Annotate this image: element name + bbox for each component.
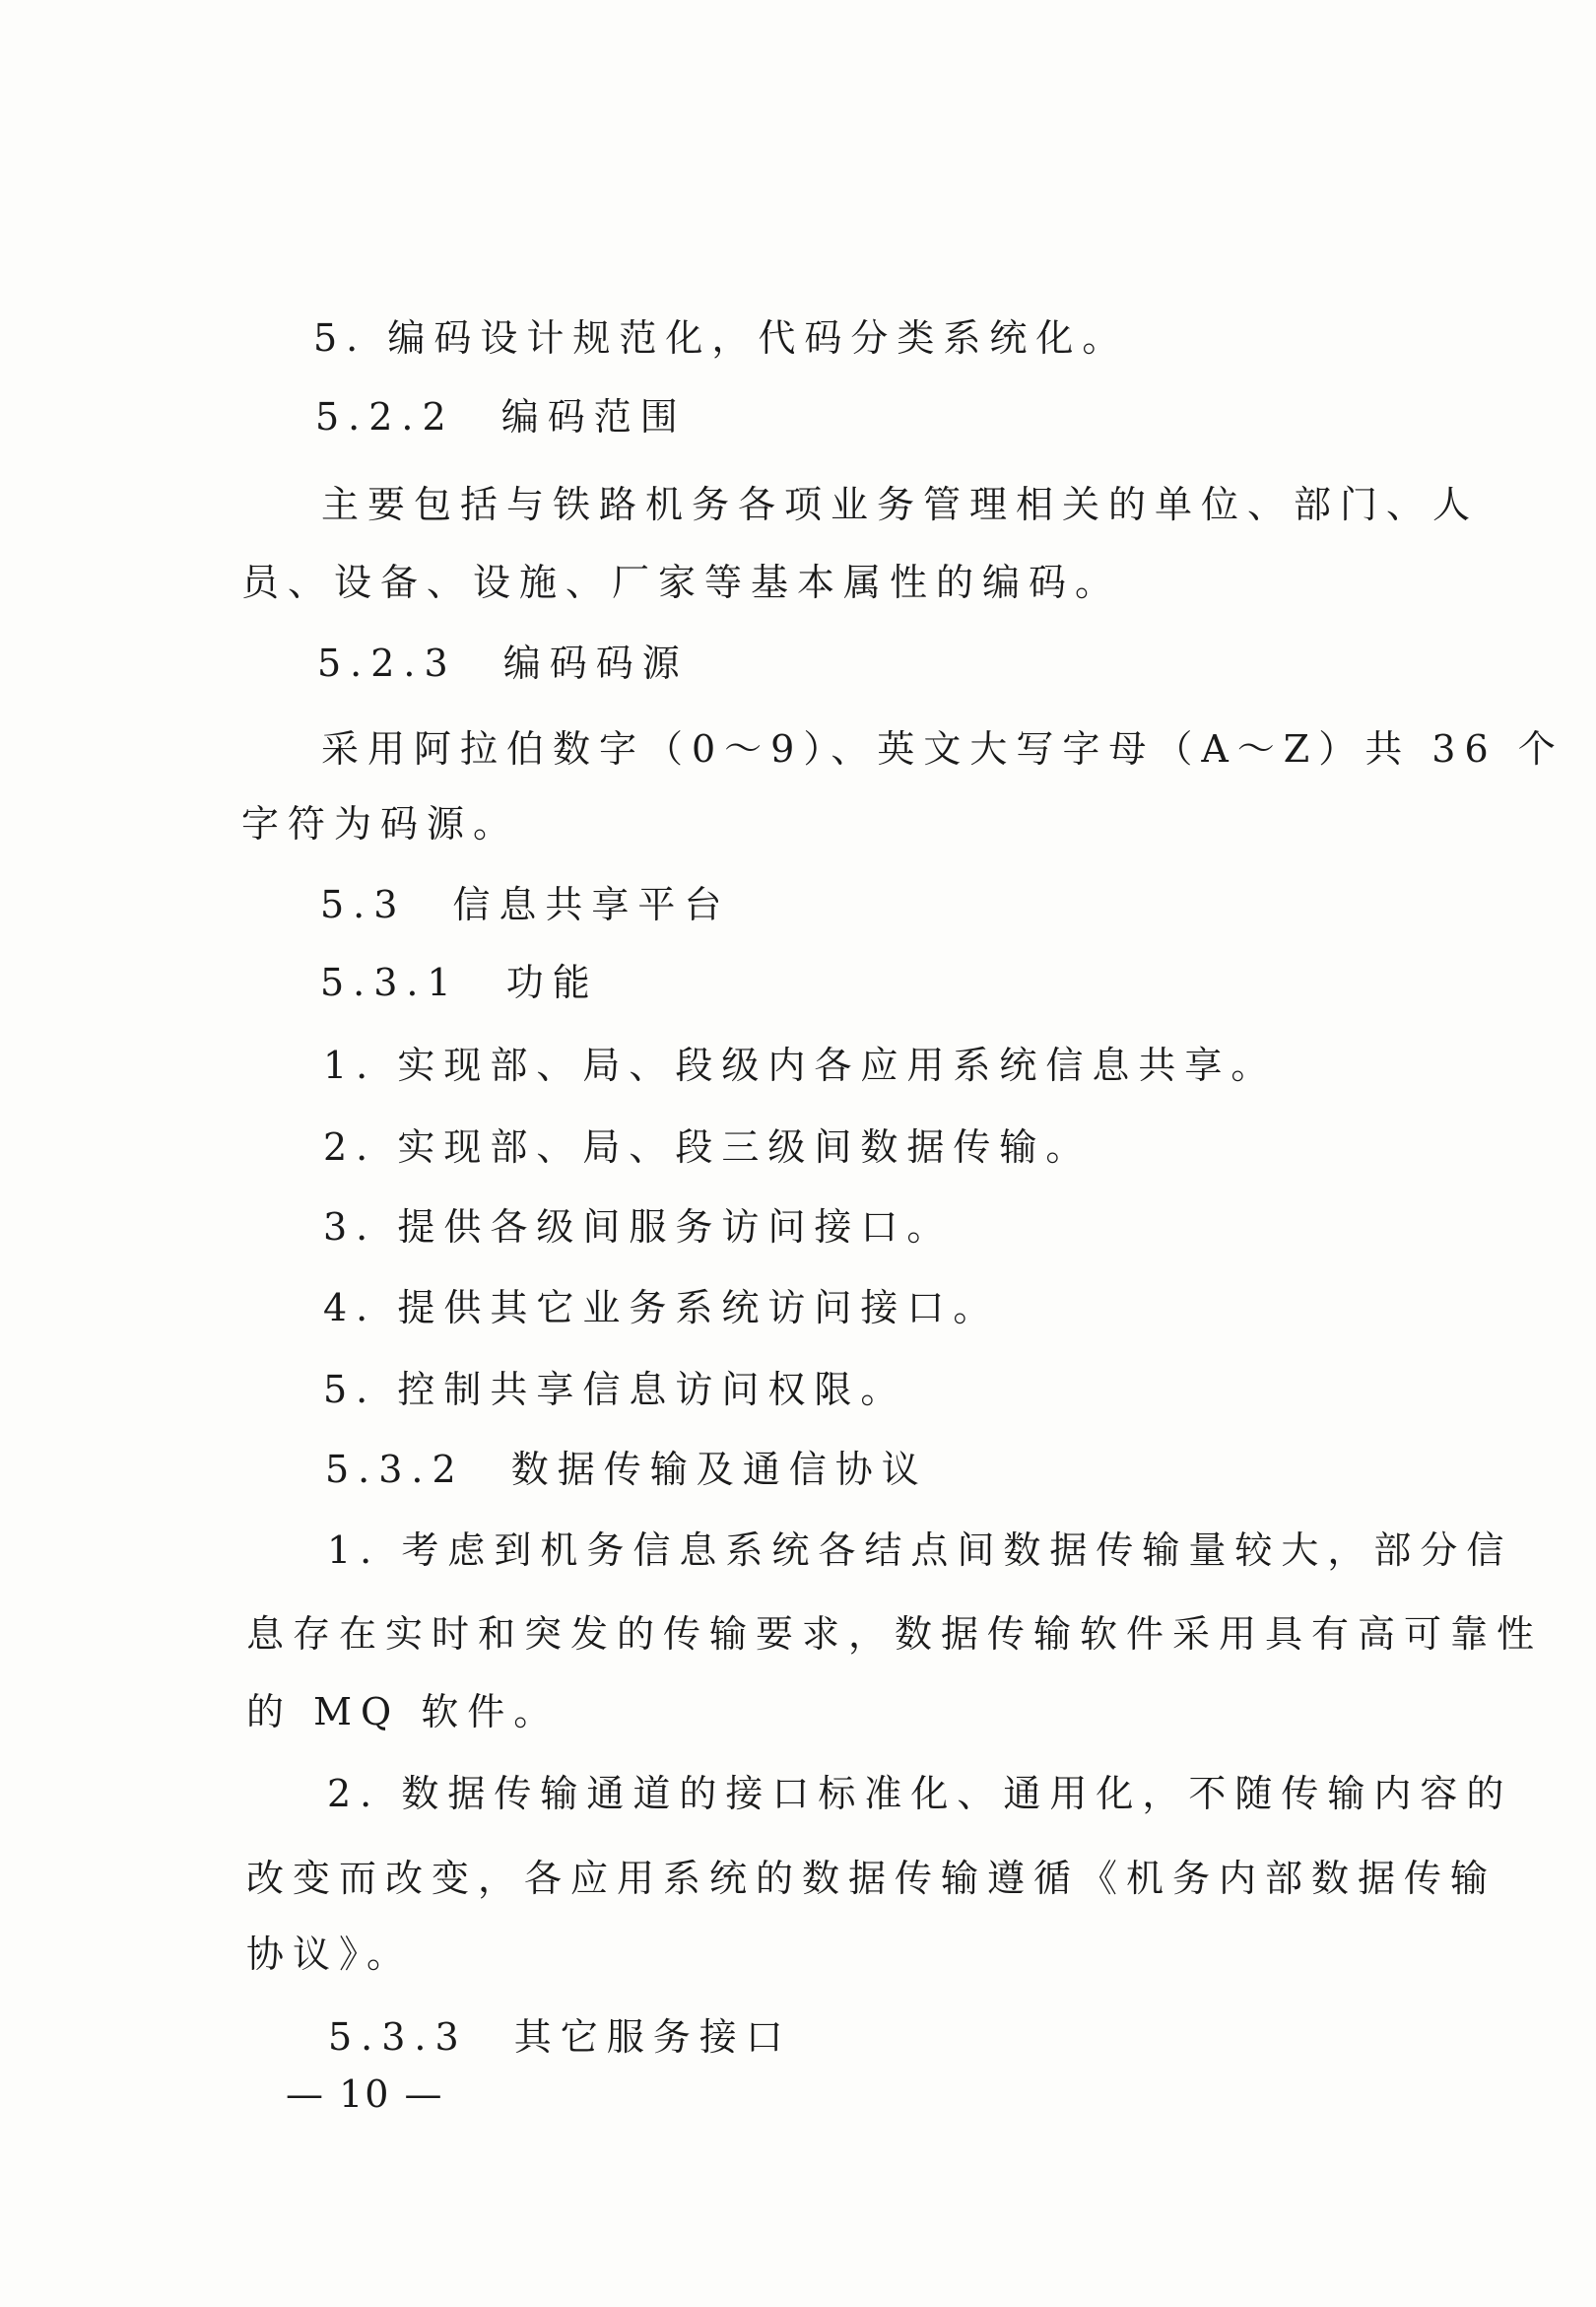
list-item: 4. 提供其它业务系统访问接口。 [323,1286,1000,1329]
section-heading: 5.3 信息共享平台 [320,883,731,926]
list-item: 1. 实现部、局、段级内各应用系统信息共享。 [323,1044,1278,1087]
text-line: 改变而改变，各应用系统的数据传输遵循《机务内部数据传输 [246,1857,1497,1900]
section-heading: 5.2.3 编码码源 [317,642,689,685]
text-line: 2. 数据传输通道的接口标准化、通用化，不随传输内容的 [327,1772,1513,1815]
text-line: 协议》。 [246,1933,414,1976]
section-heading: 5.3.2 数据传输及通信协议 [325,1448,928,1491]
text-line: 的 MQ 软件。 [246,1690,561,1733]
text-line: 1. 考虑到机务信息系统各结点间数据传输量较大，部分信 [327,1528,1513,1572]
text-line: 员、设备、设施、厂家等基本属性的编码。 [241,561,1122,604]
section-heading: 5.3.3 其它服务接口 [328,2015,792,2059]
list-item: 2. 实现部、局、段三级间数据传输。 [323,1125,1093,1169]
list-item: 3. 提供各级间服务访问接口。 [323,1205,954,1249]
text-line: 采用阿拉伯数字（0～9）、英文大写字母（A～Z）共 36 个 [321,727,1564,771]
text-line: 息存在实时和突发的传输要求，数据传输软件采用具有高可靠性 [246,1612,1544,1656]
section-heading: 5.3.1 功能 [320,961,599,1004]
text-line: 主要包括与铁路机务各项业务管理相关的单位、部门、人 [321,483,1480,526]
text-line: 5. 编码设计规范化，代码分类系统化。 [313,316,1129,360]
page-number: — 10 — [286,2072,444,2116]
section-heading: 5.2.2 编码范围 [315,395,687,439]
text-line: 字符为码源。 [241,802,520,846]
list-item: 5. 控制共享信息访问权限。 [323,1368,907,1411]
